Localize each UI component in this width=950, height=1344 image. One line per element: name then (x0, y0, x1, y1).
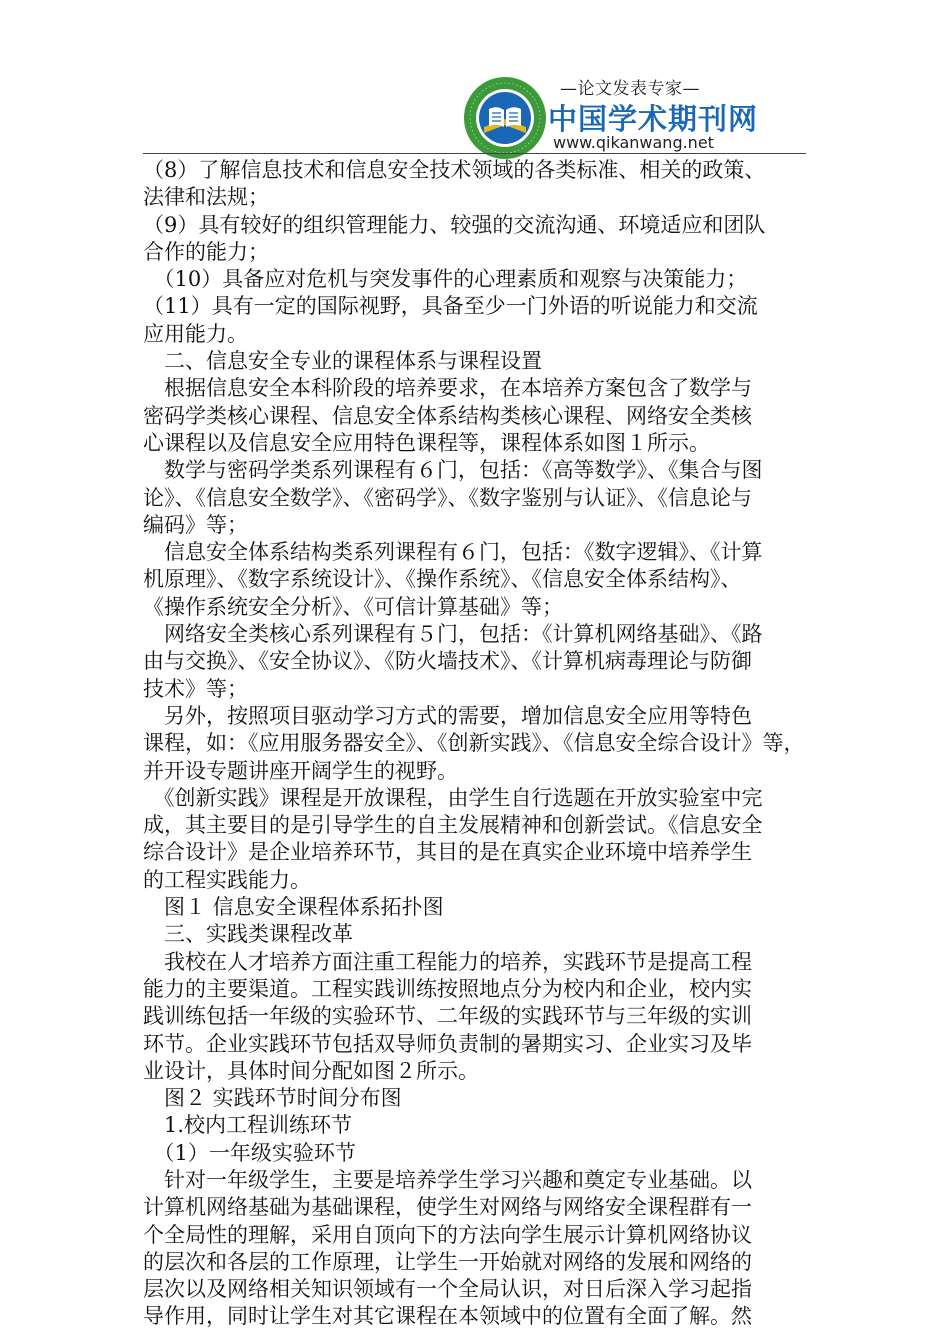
text-line: 论》、《信息安全数学》、《密码学》、《数字鉴别与认证》、《信息论与 (143, 485, 752, 510)
figure-caption: 图２ 实践环节时间分布图 (143, 1086, 402, 1111)
text-line: 密码学类核心课程、信息安全体系结构类核心课程、网络安全类核 (143, 403, 752, 428)
text-line: （10）具备应对危机与突发事件的心理素质和观察与决策能力； (143, 267, 748, 292)
text-line: （9）具有较好的组织管理能力、较强的交流沟通、环境适应和团队 (143, 212, 766, 237)
text-line: 并开设专题讲座开阔学生的视野。 (143, 758, 458, 783)
text-line: 合作的能力； (143, 239, 269, 264)
text-line: 环节。企业实践环节包括双导师负责制的暑期实习、企业实习及毕 (143, 1031, 752, 1056)
text-line: 《创新实践》课程是开放课程，由学生自行选题在开放实验室中完 (143, 785, 763, 810)
brand-slogan: —论文发表专家— (560, 79, 700, 99)
text-line: 由与交换》、《安全协议》、《防火墙技术》、《计算机病毒理论与防御 (143, 649, 752, 674)
text-line: 业设计，具体时间分配如图２所示。 (143, 1058, 479, 1083)
text-line: 践训练包括一年级的实验环节、二年级的实践环节与三年级的实训 (143, 1004, 752, 1029)
subsection-heading: 1.校内工程训练环节 (143, 1113, 353, 1138)
text-line: 心课程以及信息安全应用特色课程等，课程体系如图１所示。 (143, 430, 710, 455)
text-line: 机原理》、《数字系统设计》、《操作系统》、《信息安全体系结构》、 (143, 567, 742, 592)
text-line: 的工程实践能力。 (143, 867, 311, 892)
text-line: 针对一年级学生，主要是培养学生学习兴趣和奠定专业基础。以 (143, 1167, 752, 1192)
text-line: 另外，按照项目驱动学习方式的需要，增加信息安全应用等特色 (143, 703, 752, 728)
text-line: 综合设计》是企业培养环节，其目的是在真实企业环境中培养学生 (143, 840, 752, 865)
text-line: 个全局性的理解，采用自顶向下的方法向学生展示计算机网络协议 (143, 1222, 752, 1247)
text-line: 课程，如：《应用服务器安全》、《创新实践》、《信息安全综合设计》等， (143, 731, 805, 756)
text-line: 能力的主要渠道。工程实践训练按照地点分为校内和企业，校内实 (143, 976, 752, 1001)
text-line: 我校在人才培养方面注重工程能力的培养，实践环节是提高工程 (143, 949, 752, 974)
text-line: 层次以及网络相关知识领域有一个全局认识，对日后深入学习起指 (143, 1277, 752, 1302)
text-line: 编码》等； (143, 512, 248, 537)
text-line: 《操作系统安全分析》、《可信计算基础》等； (143, 594, 563, 619)
text-line: 成，其主要目的是引导学生的自主发展精神和创新尝试。《信息安全 (143, 813, 763, 838)
text-line: 应用能力。 (143, 321, 248, 346)
section-heading: 三、实践类课程改革 (143, 922, 353, 947)
text-line: 技术》等； (143, 676, 248, 701)
page-header (0, 0, 950, 160)
text-line: 计算机网络基础为基础课程，使学生对网络与网络安全课程群有一 (143, 1195, 752, 1220)
text-line: 法律和法规； (143, 185, 269, 210)
text-line: 数学与密码学类系列课程有６门，包括：《高等数学》、《集合与图 (143, 458, 763, 483)
document-body (143, 157, 808, 1331)
text-line: （11）具有一定的国际视野，具备至少一门外语的听说能力和交流 (143, 294, 758, 319)
brand-name: 中国学术期刊网 (548, 102, 759, 136)
figure-caption: 图１ 信息安全课程体系拓扑图 (143, 895, 444, 920)
text-line: 网络安全类核心系列课程有５门，包括：《计算机网络基础》、《路 (143, 622, 763, 647)
text-line: （8）了解信息技术和信息安全技术领域的各类标准、相关的政策、 (143, 158, 766, 182)
qikanwang-logo-icon (462, 75, 548, 161)
header-divider (143, 153, 806, 154)
text-line: 信息安全体系结构类系列课程有６门，包括：《数字逻辑》、《计算 (143, 540, 763, 565)
text-line: 的层次和各层的工作原理，让学生一开始就对网络的发展和网络的 (143, 1249, 752, 1274)
brand-url: www.qikanwang.net (553, 133, 714, 152)
subsection-heading: （1）一年级实验环节 (143, 1140, 356, 1165)
text-line: 导作用，同时让学生对其它课程在本领域中的位置有全面了解。然 (143, 1304, 752, 1329)
section-heading: 二、信息安全专业的课程体系与课程设置 (143, 349, 542, 374)
text-line: 根据信息安全本科阶段的培养要求，在本培养方案包含了数学与 (143, 376, 752, 401)
